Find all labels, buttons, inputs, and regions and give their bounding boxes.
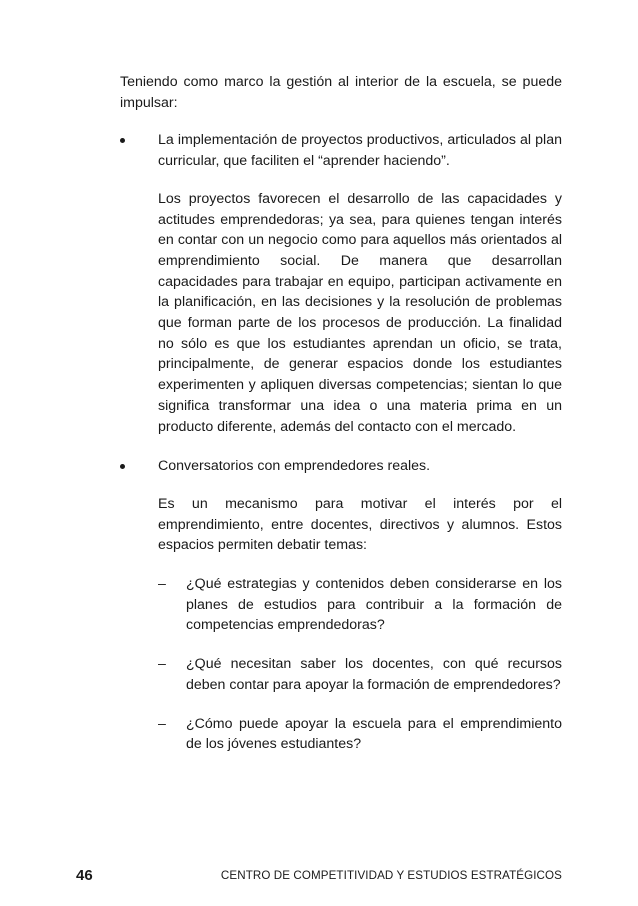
page-body [120,72,562,773]
question-item [158,714,562,755]
question-item [158,574,562,636]
question-text: ¿Cómo puede apoyar la escuela para el emprendimiento de los jóvenes estudiantes? [186,715,562,753]
dash-icon: – [158,715,166,732]
intro-paragraph: Teniendo como marco la gestión al interior de la escuela, se puede impulsar: [120,74,562,111]
question-text: ¿Qué estrategias y contenidos deben considerarse en los planes de estudios para contribuir a la formación de competencias emprendedoras? [186,576,562,634]
bullet-body: Es un mecanismo para motivar el interés por el emprendimiento, entre docentes, directivos y alumnos. Estos espacios permiten debatir temas: [158,495,562,554]
bullet-heading: La implementación de proyectos productivos, articulados al plan curricular, que faciliten el “aprender haciendo”. [158,132,562,170]
question-item [158,654,562,695]
bullet-icon [120,456,125,477]
bullet-icon [120,130,125,151]
bullet-item-conversatorios [120,456,562,755]
page-number: 46 [76,867,93,884]
bullet-body: Los proyectos favorecen el desarrollo de las capacidades y actitudes emprendedoras; ya sea, para quienes tengan interés en contar con un negocio como para aquellos más orientados al emprendimiento social. De manera que desarrollan capacidades para trabajar en equipo, participan activamente en la planificación, en las decisiones y la resolución de problemas que forman parte de los procesos de producción. La finalidad no sólo es que los estudiantes aprendan un oficio, se trata, principalmente, de generar espacios donde los estudiantes experimenten y apliquen diversas competencias; sientan lo que significa transformar una idea o una materia prima en un producto diferente, además del contacto con el mercado. [158,190,562,435]
bullet-heading: Conversatorios con emprendedores reales. [158,458,431,475]
question-text: ¿Qué necesitan saber los docentes, con qué recursos deben contar para apoyar la formación de emprendedores? [186,656,562,693]
dash-icon: – [158,656,166,673]
dash-icon: – [158,576,166,593]
question-list [158,574,562,755]
page-footer [76,866,562,886]
footer-title: CENTRO DE COMPETITIVIDAD Y ESTUDIOS ESTRATÉGICOS [220,869,562,882]
bullet-item-productive-projects [120,130,562,437]
